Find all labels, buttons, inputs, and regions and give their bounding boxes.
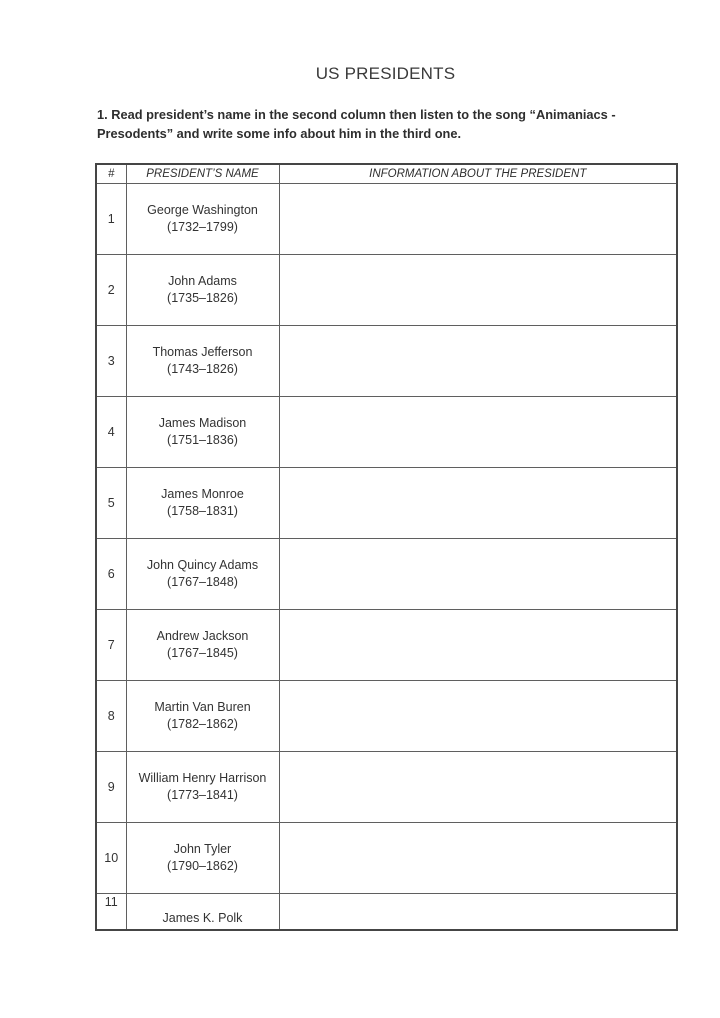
president-name: James Monroe bbox=[161, 486, 244, 501]
info-cell bbox=[279, 254, 677, 325]
president-name-cell bbox=[126, 396, 279, 467]
president-name-cell bbox=[126, 467, 279, 538]
table-row bbox=[96, 183, 677, 254]
info-cell bbox=[279, 183, 677, 254]
president-dates: (1782–1862) bbox=[167, 716, 238, 731]
row-number: 4 bbox=[96, 396, 126, 467]
info-cell bbox=[279, 467, 677, 538]
table-row bbox=[96, 822, 677, 893]
table-row bbox=[96, 751, 677, 822]
row-number: 7 bbox=[96, 609, 126, 680]
president-name-cell bbox=[126, 254, 279, 325]
president-name-cell bbox=[126, 325, 279, 396]
table-row bbox=[96, 680, 677, 751]
president-name: James Madison bbox=[158, 415, 247, 430]
instruction-line-2: Presodents” and write some info about him in the third one. bbox=[97, 125, 462, 141]
header-information: INFORMATION ABOUT THE PRESIDENT bbox=[279, 164, 677, 183]
president-name-cell bbox=[126, 680, 279, 751]
president-dates: (1758–1831) bbox=[167, 503, 238, 518]
header-number: # bbox=[96, 164, 126, 183]
president-dates: (1790–1862) bbox=[167, 858, 238, 873]
president-dates: (1735–1826) bbox=[167, 290, 238, 305]
row-number: 9 bbox=[96, 751, 126, 822]
header-president-name: PRESIDENT’S NAME bbox=[126, 164, 279, 183]
instruction-text bbox=[97, 106, 616, 143]
table-row bbox=[96, 538, 677, 609]
president-name: Martin Van Buren bbox=[154, 699, 251, 714]
table-header-row bbox=[96, 164, 677, 183]
president-name: John Tyler bbox=[173, 841, 232, 856]
president-name: Thomas Jefferson bbox=[152, 344, 253, 359]
info-cell bbox=[279, 396, 677, 467]
info-cell bbox=[279, 680, 677, 751]
row-number: 11 bbox=[96, 893, 126, 930]
president-name: John Adams bbox=[168, 273, 237, 288]
table-row bbox=[96, 254, 677, 325]
info-cell bbox=[279, 325, 677, 396]
page-title: US PRESIDENTS bbox=[315, 64, 456, 83]
row-number: 1 bbox=[96, 183, 126, 254]
president-dates: (1767–1845) bbox=[167, 645, 238, 660]
president-name-cell bbox=[126, 538, 279, 609]
president-name: John Quincy Adams bbox=[146, 557, 259, 572]
row-number: 6 bbox=[96, 538, 126, 609]
president-dates: (1732–1799) bbox=[167, 219, 238, 234]
table-row bbox=[96, 396, 677, 467]
president-name-cell bbox=[126, 609, 279, 680]
info-cell bbox=[279, 751, 677, 822]
row-number: 5 bbox=[96, 467, 126, 538]
president-dates: (1751–1836) bbox=[167, 432, 238, 447]
president-dates: (1773–1841) bbox=[167, 787, 238, 802]
table-row bbox=[96, 609, 677, 680]
president-name-cell bbox=[126, 893, 279, 930]
president-name: James K. Polk bbox=[162, 911, 243, 925]
presidents-table bbox=[95, 163, 678, 931]
instruction-line-1: 1. Read president’s name in the second column then listen to the song “Animaniacs - bbox=[97, 107, 616, 122]
info-cell bbox=[279, 538, 677, 609]
president-name-cell bbox=[126, 183, 279, 254]
president-name: George Washington bbox=[147, 202, 258, 217]
president-dates: (1743–1826) bbox=[167, 361, 238, 376]
president-name-cell bbox=[126, 751, 279, 822]
president-name: William Henry Harrison bbox=[138, 770, 267, 785]
table-row bbox=[96, 467, 677, 538]
row-number: 10 bbox=[96, 822, 126, 893]
table-row-cut-off bbox=[96, 893, 677, 930]
table-row bbox=[96, 325, 677, 396]
info-cell bbox=[279, 609, 677, 680]
president-name: Andrew Jackson bbox=[156, 628, 249, 643]
president-name-cell bbox=[126, 822, 279, 893]
row-number: 3 bbox=[96, 325, 126, 396]
info-cell bbox=[279, 893, 677, 930]
row-number: 2 bbox=[96, 254, 126, 325]
info-cell bbox=[279, 822, 677, 893]
president-dates: (1767–1848) bbox=[167, 574, 238, 589]
row-number: 8 bbox=[96, 680, 126, 751]
